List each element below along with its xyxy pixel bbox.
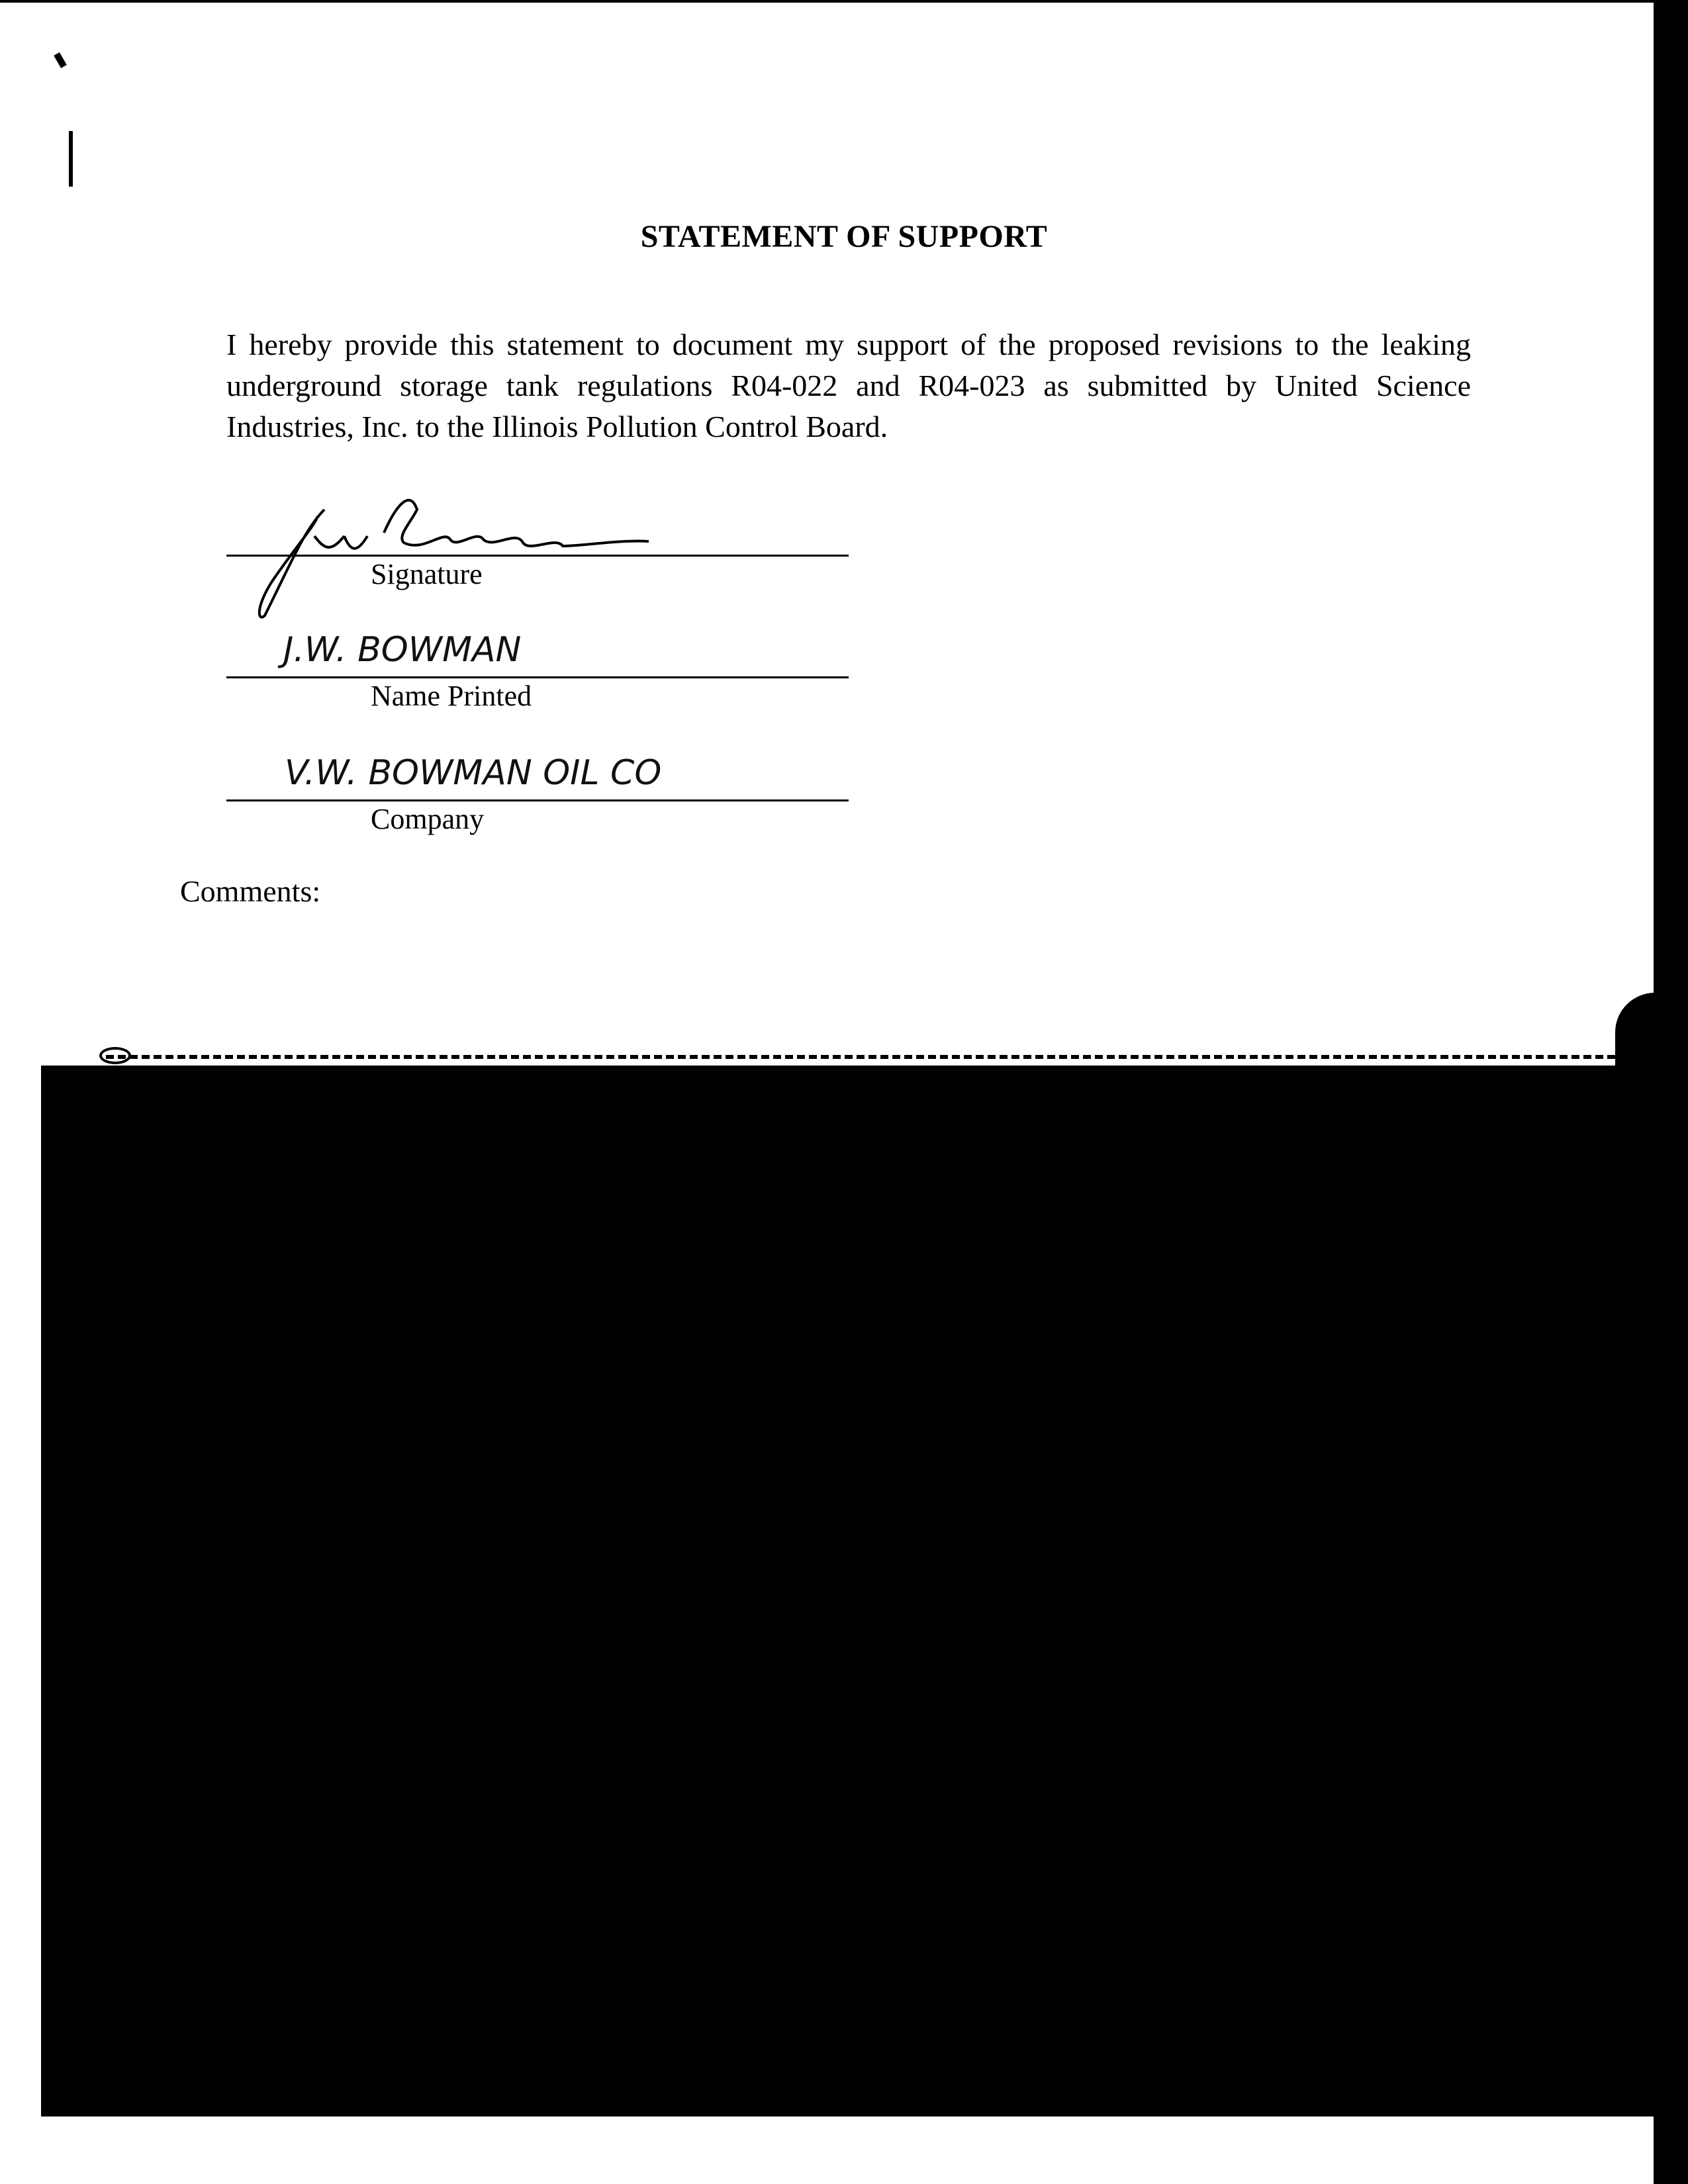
company-label: Company — [371, 803, 485, 835]
name-printed-value: J.W. BOWMAN — [283, 630, 522, 670]
scan-right-edge-lower — [1654, 993, 1688, 2184]
company-value: V.W. BOWMAN OIL CO — [285, 753, 662, 793]
comments-label: Comments: — [180, 874, 321, 908]
name-printed-label: Name Printed — [371, 680, 532, 712]
cut-line-divider — [106, 1055, 1615, 1059]
document-title: STATEMENT OF SUPPORT — [640, 219, 1048, 254]
page-top-border — [0, 0, 1688, 3]
name-printed-line — [226, 676, 849, 678]
company-line — [226, 799, 849, 801]
signature-line — [226, 555, 849, 557]
scan-artifact-bar — [69, 131, 73, 187]
scan-right-edge — [1654, 0, 1688, 993]
scan-artifact-mark — [54, 52, 67, 68]
signature-label: Signature — [371, 558, 483, 590]
statement-paragraph: I hereby provide this statement to document my support of the proposed revisions to the leaking underground storage tank regulations R04-022 and R04-023 as submitted by United Science Industries, Inc. to the Illinois Pollution Control Board. — [226, 328, 1471, 443]
redacted-area — [41, 1066, 1655, 2116]
